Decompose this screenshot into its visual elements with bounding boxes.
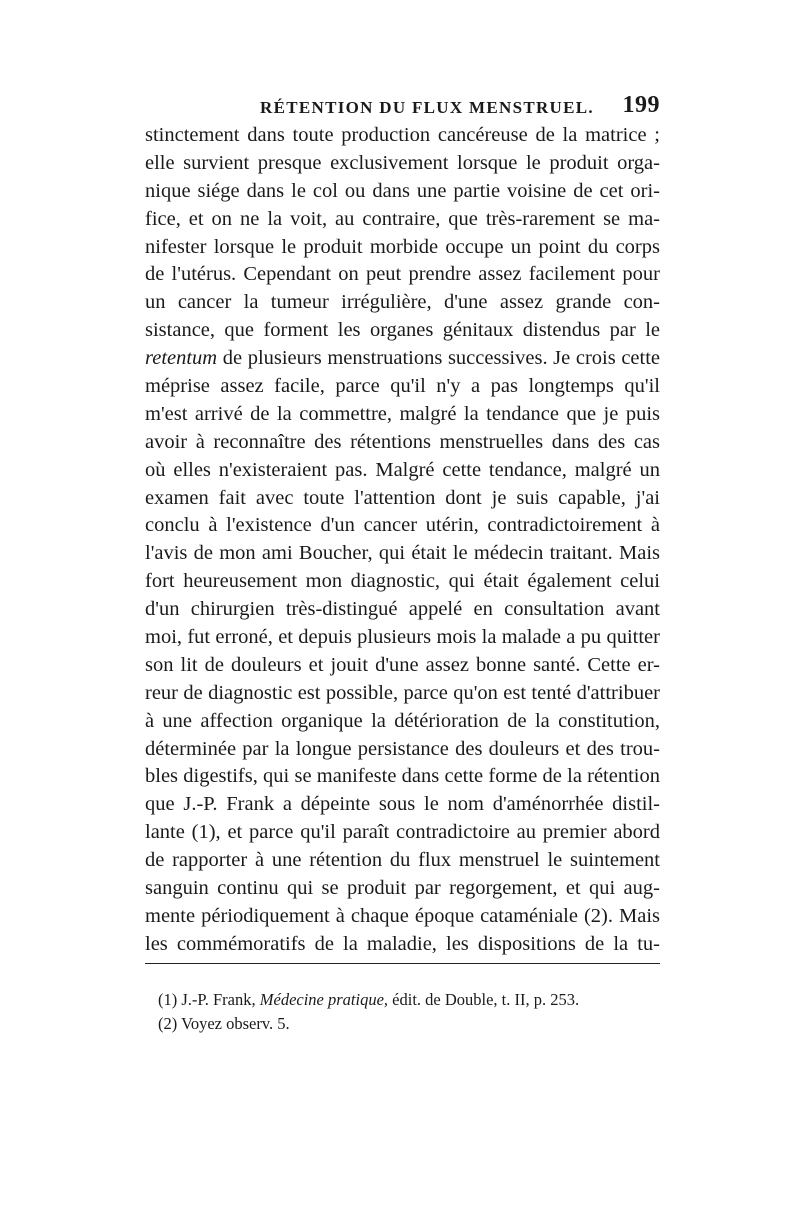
footnote-1 [158, 988, 660, 1012]
text-line: nique siége dans le col ou dans une partie voisine de cet ori- [145, 179, 660, 202]
text-line: bles digestifs, qui se manifeste dans cette forme de la rétention [145, 765, 660, 788]
text-line: reur de diagnostic est possible, parce qu'on est tenté d'attribuer [145, 681, 660, 704]
text-line: à une affection organique la détérioration de la constitution, [145, 709, 660, 732]
text-line: l'avis de mon ami Boucher, qui était le médecin traitant. Mais [145, 542, 660, 565]
footnotes [158, 988, 660, 1036]
text-line: déterminée par la longue persistance des douleurs et des trou- [145, 737, 660, 760]
text-line: fice, et on ne la voit, au contraire, que très-rarement se ma- [145, 207, 660, 230]
text-line: un cancer la tumeur irrégulière, d'une assez grande con- [145, 291, 660, 314]
text-line: avoir à reconnaître des rétentions menstruelles dans des cas [145, 430, 660, 453]
page-number: 199 [622, 92, 660, 118]
italic-word: retentum [145, 347, 218, 370]
text-line: lante (1), et parce qu'il paraît contradictoire au premier abord [145, 821, 660, 844]
text-line: elle survient presque exclusivement lorsque le produit orga- [145, 151, 660, 174]
footnote-1-title: Médecine pratique, [259, 990, 389, 1009]
text-line-rest: de plusieurs menstruations successives. Je crois cette [222, 347, 661, 370]
text-line: son lit de douleurs et jouit d'une assez bonne santé. Cette er- [145, 653, 660, 676]
text-line: conclu à l'existence d'un cancer utérin, contradictoirement à [145, 514, 660, 537]
footnote-1-suffix: édit. de Double, t. II, p. 253. [388, 990, 580, 1009]
text-line: fort heureusement mon diagnostic, qui était également celui [145, 570, 660, 593]
text-line: où elles n'existeraient pas. Malgré cette tendance, malgré un [145, 458, 660, 481]
text-line: nifester lorsque le produit morbide occupe un point du corps [145, 235, 660, 258]
running-title: RÉTENTION DU FLUX MENSTRUEL. [260, 98, 594, 117]
text-line: mente périodiquement à chaque époque cataméniale (2). Mais [145, 904, 660, 927]
text-line: moi, fut erroné, et depuis plusieurs mois la malade a pu quitter [145, 626, 660, 649]
text-line: examen fait avec toute l'attention dont je suis capable, j'ai [145, 486, 660, 509]
text-line: sanguin continu qui se produit par regorgement, et qui aug- [145, 877, 660, 900]
text-line: méprise assez facile, parce qu'il n'y a pas longtemps qu'il [145, 375, 660, 398]
text-line: sistance, que forment les organes génitaux distendus par le [145, 319, 660, 342]
footnote-divider [145, 963, 660, 964]
body-text [145, 122, 660, 959]
text-line: que J.-P. Frank a dépeinte sous le nom d'aménorrhée distil- [145, 793, 660, 816]
text-line: de l'utérus. Cependant on peut prendre assez facilement pour [145, 263, 660, 286]
footnote-2: (2) Voyez observ. 5. [158, 1014, 290, 1033]
text-line-with-italic [145, 345, 660, 373]
text-line: de rapporter à une rétention du flux menstruel le suintement [145, 849, 660, 872]
text-line: stinctement dans toute production cancéreuse de la matrice ; [145, 124, 660, 146]
text-line: les commémoratifs de la maladie, les dispositions de la tu- [145, 932, 660, 955]
text-line: d'un chirurgien très-distingué appelé en consultation avant [145, 598, 660, 621]
text-line: m'est arrivé de la commettre, malgré la tendance que je puis [145, 402, 660, 425]
footnote-1-prefix: (1) J.-P. Frank, [158, 990, 260, 1009]
